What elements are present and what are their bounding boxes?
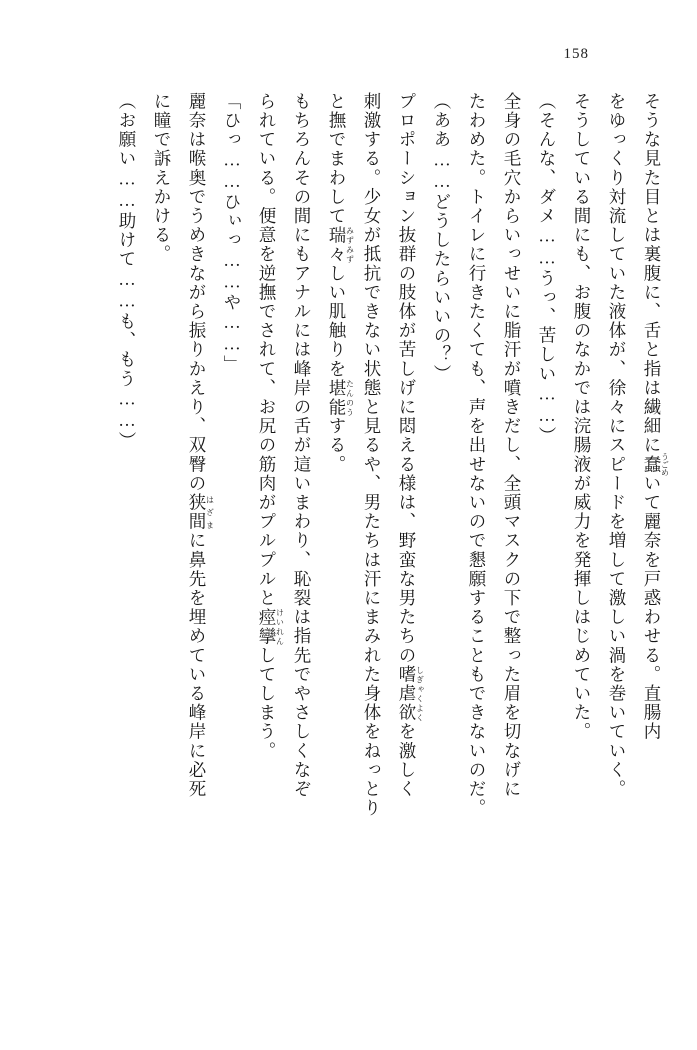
paragraph-line: をゆっくり対流していた液体が、徐々にスピードを増して激しい渦を巻いていく。 (607, 92, 627, 799)
paragraph-line: 「ひっ……ひぃっ……や……」 (222, 92, 242, 375)
paragraph-line: そうしている間にも、お腹のなかでは浣腸液が威力を発揮しはじめていた。 (572, 92, 592, 742)
paragraph-line: そうな見た目とは裏腹に、舌と指は繊細に蠢うごめいて麗奈を戸惑わせる。直腸内 (642, 92, 670, 742)
paragraph-line: 全身の毛穴からいっせいに脂汗が噴きだし、全頭マスクの下で整った眉を切なげに (502, 92, 522, 799)
ruby-keiren: 痙攣けいれん (257, 607, 285, 646)
ruby-shigyakuyoku: 嗜虐欲しぎゃくよく (397, 665, 425, 723)
paragraph-line: プロポーション抜群の肢体が苦しげに悶える様は、野蛮な男たちの嗜虐欲しぎゃくよくを激しく (397, 92, 425, 799)
paragraph-line: 刺激する。少女が抵抗できない状態と見るや、男たちは汗にまみれた身体をねっとり (362, 92, 382, 818)
paragraph-line: （お願い……助けて……も、もう……） (117, 92, 137, 451)
ruby-hazama: 狭間はざま (187, 493, 215, 532)
page-body-text (38, 92, 669, 972)
paragraph-line: と撫でまわして瑞々みずみずしい肌触りを堪能たんのうする。 (327, 92, 355, 475)
paragraph-line: （ああ……どうしたらいいの？） (432, 92, 452, 384)
paragraph-line: られている。便意を逆撫でされて、お尻の筋肉がプルプルと痙攣けいれんしてしまう。 (257, 92, 285, 761)
paragraph-line: 麗奈は喉奥でうめきながら振りかえり、双臀の狭間はざまに鼻先を埋めている峰岸に必死 (187, 92, 215, 799)
paragraph-line: たわめた。トイレに行きたくても、声を出せないので懇願することもできないのだ。 (467, 92, 487, 818)
ruby-mizumizu: 瑞々みずみず (327, 225, 355, 264)
ruby-ugomei: 蠢うごめ (642, 452, 670, 477)
paragraph-line: （そんな、ダメ……うっ、苦しい……） (537, 92, 557, 446)
paragraph-line: に瞳で訴えかける。 (152, 92, 172, 264)
page-number: 158 (563, 46, 589, 62)
paragraph-line: もちろんその間にもアナルには峰岸の舌が這いまわり、恥裂は指先でやさしくなぞ (292, 92, 312, 799)
ruby-tannou: 堪能たんのう (327, 378, 355, 417)
